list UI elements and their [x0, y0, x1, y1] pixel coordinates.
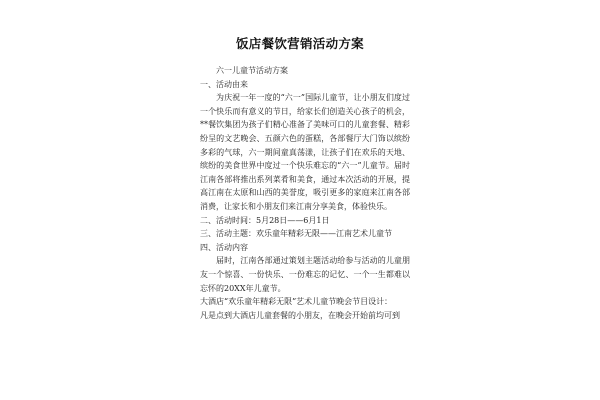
paragraph-content: 届时，江南各部通过策划主题活动给参与活动的儿童朋友一个惊喜、一份快乐、一份难忘的记忆、一个一生都难以忘怀的20XX年儿童节。 — [200, 256, 410, 293]
section-line-theme: 三、活动主题：欢乐童年精彩无限——江南艺术儿童节 — [200, 229, 392, 239]
document-body — [200, 64, 410, 322]
program-line: 大酒店“欢乐童年精彩无限”艺术儿童节晚会节目设计： — [200, 297, 393, 307]
paragraph-origin: 为庆祝一年一度的“六一”国际儿童节，让小朋友们度过一个快乐而有意义的节日，给家长们创造关心孩子的机会，**餐饮集团为孩子们精心准备了美味可口的儿童套餐、精彩纷呈的文艺晚会、五颜六色的蛋糕，各部餐厅大门饰以缤纷多彩的气球，六一期间童真荡漾，让孩子们在欢乐的天地、缤纷的美食世界中度过一个快乐难忘的“六一”儿童节。届时江南各部将推出系列菜肴和美食，通过本次活动的开展，提高江南在太原和山西的美誉度，吸引更多的家庭来江南各部消费，让家长和小朋友们来江南分享美食，体验快乐。 — [200, 93, 410, 211]
section-heading-content: 四、活动内容 — [200, 242, 248, 252]
section-line-time: 二、活动时间：5月28日——6月1日 — [200, 215, 330, 225]
document-subtitle: 六一儿童节活动方案 — [216, 66, 288, 75]
section-heading-origin: 一、活动由来 — [200, 79, 248, 89]
page-title: 饭店餐饮营销活动方案 — [235, 36, 364, 51]
paragraph-program: 凡是点到大酒店儿童套餐的小朋友，在晚会开始前均可到 — [200, 310, 400, 320]
